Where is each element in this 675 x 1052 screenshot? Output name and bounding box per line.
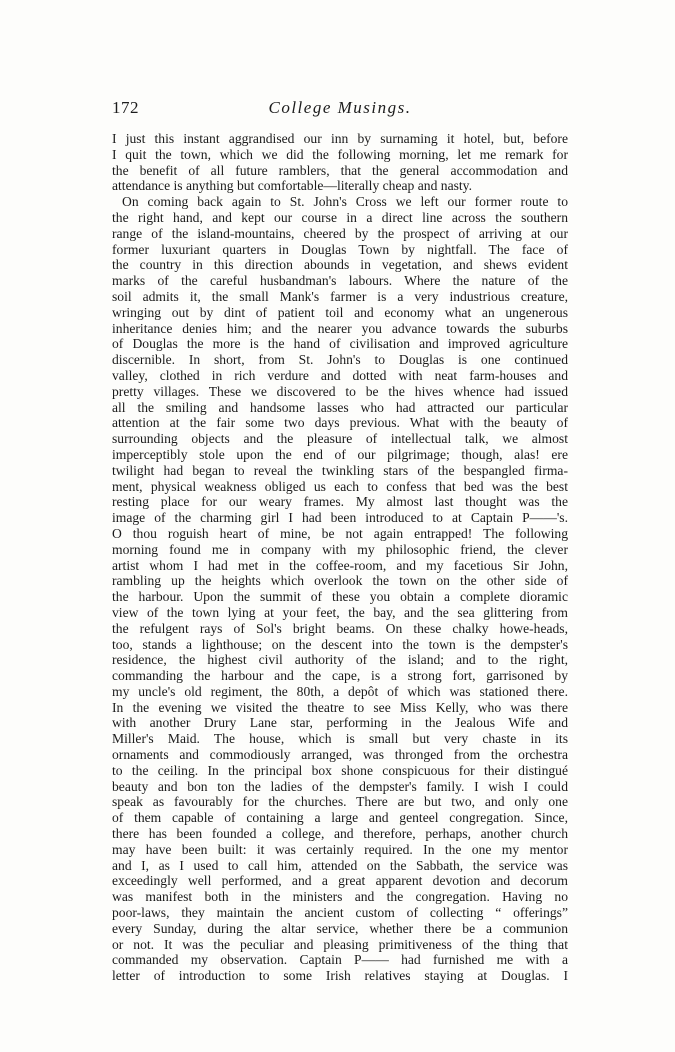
text-line: of Douglas the more is the hand of civilisation and improved agriculture — [112, 336, 568, 352]
text-line: I quit the town, which we did the following morning, let me remark for — [112, 146, 568, 162]
text-line: rambling up the heights which overlook the town on the other side of — [112, 573, 568, 589]
text-line: image of the charming girl I had been introduced to at Captain P——'s. — [112, 510, 568, 526]
page-number: 172 — [112, 98, 139, 117]
text-line: exceedingly well performed, and a great apparent devotion and decorum — [112, 873, 568, 889]
text-line: residence, the highest civil authority of the island; and to the right, — [112, 652, 568, 668]
text-line: commanding the harbour and the cape, is a strong fort, garrisoned by — [112, 668, 568, 684]
text-line: On coming back again to St. John's Cross we left our former route to — [122, 194, 568, 210]
text-line: discernible. In short, from St. John's to Douglas is one continued — [112, 352, 568, 368]
text-line: there has been founded a college, and therefore, perhaps, another church — [112, 826, 568, 842]
text-line: the benefit of all future ramblers, that the general accommodation and — [112, 162, 568, 178]
text-line: ment, physical weakness obliged us each to confess that bed was the best — [112, 478, 568, 494]
text-line: the refulgent rays of Sol's bright beams. On these chalky howe-heads, — [112, 620, 568, 636]
text-line: all the smiling and handsome lasses who had attracted our particular — [112, 399, 568, 415]
text-line: twilight had began to reveal the twinkling stars of the bespangled firma- — [112, 462, 568, 478]
text-line: Miller's Maid. The house, which is small but very chaste in its — [112, 731, 568, 747]
text-line: every Sunday, during the altar service, whether there be a communion — [112, 920, 568, 936]
text-line: beauty and bon ton the ladies of the dempster's family. I wish I could — [112, 778, 568, 794]
text-line: letter of introduction to some Irish relatives staying at Douglas. I — [112, 968, 568, 984]
running-head — [112, 98, 568, 122]
text-line: morning found me in company with my philosophic friend, the clever — [112, 541, 568, 557]
text-line: and I, as I used to call him, attended on the Sabbath, the service was — [112, 857, 568, 873]
text-line: In the evening we visited the theatre to see Miss Kelly, who was there — [112, 699, 568, 715]
text-line: the country in this direction abounds in vegetation, and shews evident — [112, 257, 568, 273]
text-line: attendance is anything but comfortable—literally cheap and nasty. — [112, 178, 472, 194]
text-line: commanded my observation. Captain P—— had furnished me with a — [112, 952, 568, 968]
body-text — [112, 131, 568, 984]
text-line: speak as favourably for the churches. There are but two, and only one — [112, 794, 568, 810]
text-line: O thou roguish heart of mine, be not again entrapped! The following — [112, 525, 568, 541]
text-line: wringing out by dint of patient toil and economy what an ungenerous — [112, 304, 568, 320]
text-line: view of the town lying at your feet, the bay, and the sea glittering from — [112, 604, 568, 620]
text-line: artist whom I had met in the coffee-room, and my facetious Sir John, — [112, 557, 568, 573]
running-title: College Musings. — [268, 98, 412, 117]
text-line: to the ceiling. In the principal box shone conspicuous for their distingué — [112, 762, 568, 778]
text-line: too, stands a lighthouse; on the descent into the town is the dempster's — [112, 636, 568, 652]
text-line: marks of the careful husbandman's labours. Where the nature of the — [112, 273, 568, 289]
text-line: pretty villages. These we discovered to be the hives whence had issued — [112, 383, 568, 399]
text-line: valley, clothed in rich verdure and dotted with neat farm-houses and — [112, 367, 568, 383]
text-line: former luxuriant quarters in Douglas Town by nightfall. The face of — [112, 241, 568, 257]
text-line: attention at the fair some two days previous. What with the beauty of — [112, 415, 568, 431]
text-line: my uncle's old regiment, the 80th, a depôt of which was stationed there. — [112, 683, 568, 699]
text-line: surrounding objects and the pleasure of intellectual talk, we almost — [112, 431, 568, 447]
text-line: soil admits it, the small Mank's farmer is a very industrious creature, — [112, 288, 568, 304]
text-line: inheritance denies him; and the nearer you advance towards the suburbs — [112, 320, 568, 336]
text-line: ornaments and commodiously arranged, was thronged from the orchestra — [112, 747, 568, 763]
text-line: poor-laws, they maintain the ancient custom of collecting “ offerings” — [112, 905, 568, 921]
text-line: range of the island-mountains, cheered by the prospect of arriving at our — [112, 225, 568, 241]
text-line: resting place for our weary frames. My almost last thought was the — [112, 494, 568, 510]
text-line: I just this instant aggrandised our inn by surnaming it hotel, but, before — [112, 131, 568, 146]
text-line: imperceptibly stole upon the end of our pilgrimage; though, alas! ere — [112, 446, 568, 462]
text-line: with another Drury Lane star, performing in the Jealous Wife and — [112, 715, 568, 731]
text-line: or not. It was the peculiar and pleasing primitiveness of the thing that — [112, 936, 568, 952]
text-line: the harbour. Upon the summit of these you obtain a complete dioramic — [112, 589, 568, 605]
text-line: of them capable of containing a large and genteel congregation. Since, — [112, 810, 568, 826]
text-line: may have been built: it was certainly required. In the one my mentor — [112, 841, 568, 857]
text-line: the right hand, and kept our course in a direct line across the southern — [112, 209, 568, 225]
text-line: was manifest both in the ministers and the congregation. Having no — [112, 889, 568, 905]
